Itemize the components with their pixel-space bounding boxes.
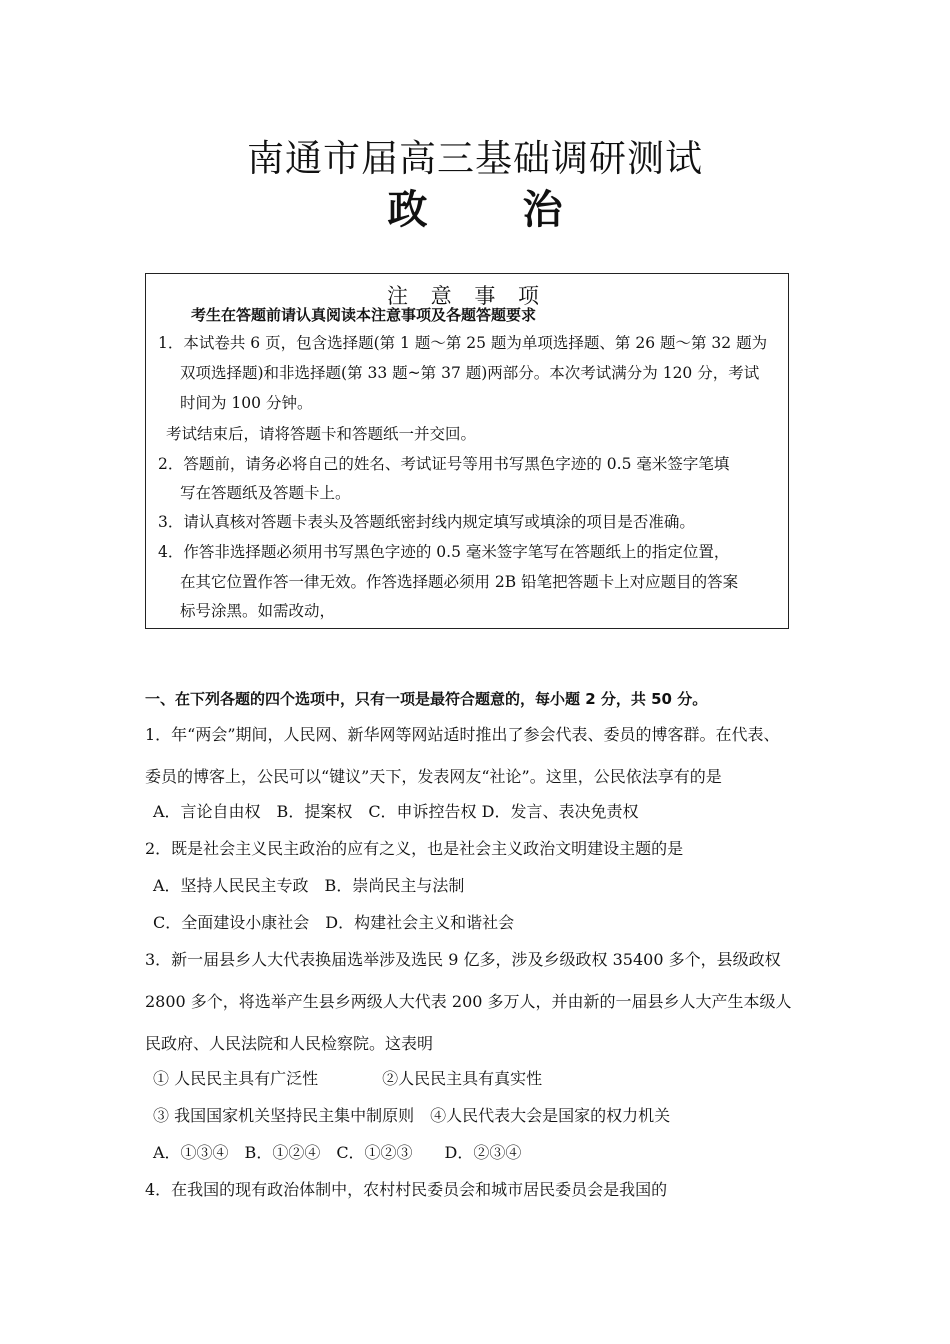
subject-title (0, 178, 950, 235)
answer-options: A．坚持人民民主专政 B．崇尚民主与法制 (153, 876, 465, 895)
notice-line: 4．作答非选择题必须用书写黑色字迹的 0.5 毫米签字笔写在答题纸上的指定位置， (158, 543, 730, 561)
notice-line: 在其它位置作答一律无效。作答选择题必须用 2B 铅笔把答题卡上对应题目的答案 (180, 573, 739, 591)
notice-line: 2．答题前，请务必将自己的姓名、考试证号等用书写黑色字迹的 0.5 毫米签字笔填 (158, 455, 730, 473)
notice-line: 双项选择题)和非选择题(第 33 题~第 37 题)两部分。本次考试满分为 120 分，考试 (180, 364, 760, 382)
notice-line: 3．请认真核对答题卡表头及答题纸密封线内规定填写或填涂的项目是否准确。 (158, 513, 695, 531)
question-line: 2．既是社会主义民主政治的应有之义，也是社会主义政治文明建设主题的是 (145, 839, 684, 858)
question-line: 1．年“两会”期间，人民网、新华网等网站适时推出了参会代表、委员的博客群。在代表、 (145, 725, 780, 744)
notice-subtitle: 考生在答题前请认真阅读本注意事项及各题答题要求 (191, 306, 537, 324)
page-title: 南通市届高三基础调研测试 (247, 137, 703, 180)
answer-options: C．全面建设小康社会 D．构建社会主义和谐社会 (153, 913, 515, 932)
question-line: 3．新一届县乡人大代表换届选举涉及选民 9 亿多，涉及乡级政权 35400 多个，县级政权 (145, 950, 781, 969)
statement-options: ③ 我国国家机关坚持民主集中制原则 ④人民代表大会是国家的权力机关 (153, 1106, 671, 1125)
question-line: 委员的博客上，公民可以“键议”天下，发表网友“社论”。这里，公民依法享有的是 (145, 767, 722, 786)
answer-options: A．言论自由权 B．提案权 C．申诉控告权 D．发言、表决免责权 (153, 802, 639, 821)
statement-options: ① 人民民主具有广泛性 ②人民民主具有真实性 (153, 1069, 543, 1088)
notice-line: 标号涂黑。如需改动， (180, 602, 336, 620)
question-line: 2800 多个，将选举产生县乡两级人大代表 200 多万人，并由新的一届县乡人大产生本级人 (145, 992, 792, 1011)
notice-line: 考试结束后，请将答题卡和答题纸一并交回。 (166, 425, 477, 443)
subject-char-right: 治 (522, 187, 563, 233)
notice-line: 时间为 100 分钟。 (180, 394, 313, 412)
answer-options: A．①③④ B．①②④ C．①②③ D．②③④ (153, 1143, 522, 1162)
question-line: 4．在我国的现有政治体制中，农村村民委员会和城市居民委员会是我国的 (145, 1180, 668, 1199)
notice-line: 写在答题纸及答题卡上。 (180, 484, 351, 502)
subject-char-left: 政 (387, 187, 428, 233)
section-header: 一、在下列各题的四个选项中，只有一项是最符合题意的，每小题 2 分，共 50 分。 (145, 690, 708, 708)
notice-title: 注 意 事 项 (386, 284, 548, 308)
notice-line: 1．本试卷共 6 页，包含选择题(第 1 题～第 25 题为单项选择题、第 26 题～第 32 题为 (158, 334, 768, 352)
notice-box (145, 273, 789, 629)
question-line: 民政府、人民法院和人民检察院。这表明 (145, 1034, 434, 1053)
